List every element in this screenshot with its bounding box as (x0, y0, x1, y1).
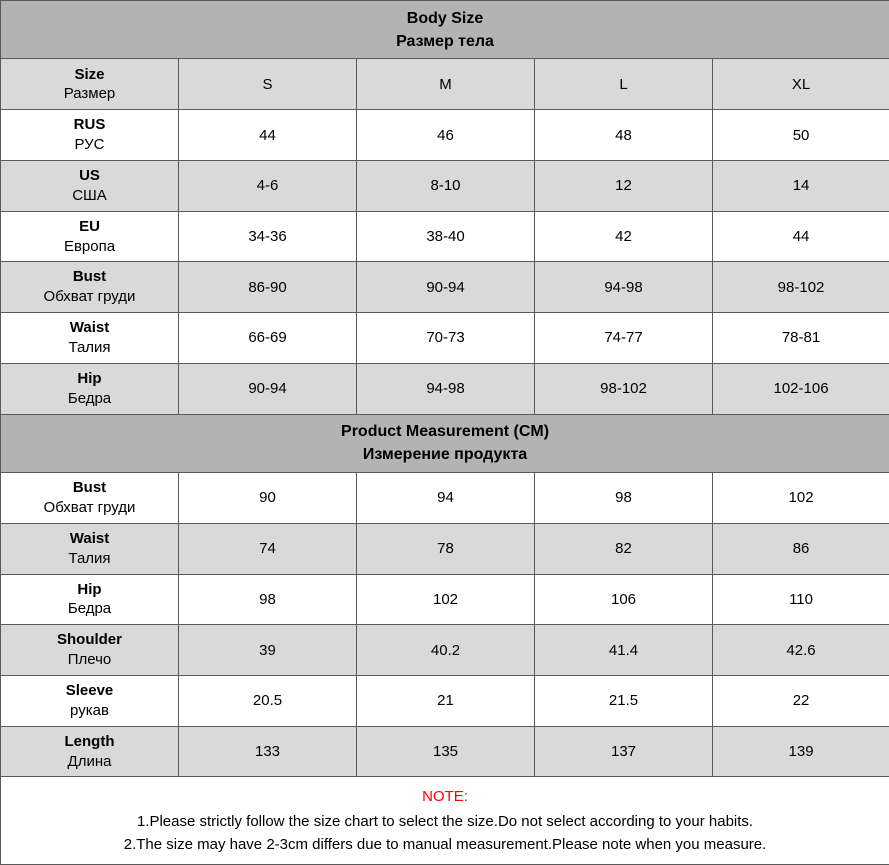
cell-hip-body-l: 98-102 (535, 363, 713, 414)
cell-sleeve-xl: 22 (713, 675, 889, 726)
body-size-header-label-en: Size (74, 65, 105, 83)
body-size-header-col-xl: XL (713, 59, 889, 110)
cell-length-s: 133 (179, 726, 357, 777)
cell-bust-body-m: 90-94 (357, 262, 535, 313)
table-row (1, 110, 889, 161)
table-row (1, 160, 889, 211)
cell-length-xl: 139 (713, 726, 889, 777)
cell-us-s: 4-6 (179, 160, 357, 211)
cell-bust-product-m: 94 (357, 473, 535, 524)
row-label-hip-product-en: Hip (77, 580, 102, 598)
row-label-sleeve-en: Sleeve (65, 682, 114, 700)
row-label-bust-body-en: Bust (72, 268, 107, 286)
body-size-header-col-l: L (535, 59, 713, 110)
table-row (1, 313, 889, 364)
cell-shoulder-m: 40.2 (357, 625, 535, 676)
row-label-shoulder-en: Shoulder (56, 631, 122, 649)
row-label-bust-body (1, 262, 179, 313)
cell-hip-product-s: 98 (179, 574, 357, 625)
note-row (1, 777, 889, 865)
body-size-title-en: Body Size (406, 9, 484, 27)
row-label-eu-en: EU (79, 217, 100, 235)
cell-rus-xl: 50 (713, 110, 889, 161)
cell-bust-body-s: 86-90 (179, 262, 357, 313)
row-label-rus-en: RUS (73, 116, 106, 134)
body-size-header-label-ru: Размер (63, 85, 116, 103)
cell-shoulder-s: 39 (179, 625, 357, 676)
row-label-us (1, 160, 179, 211)
product-measurement-title-cell (1, 414, 889, 472)
row-label-bust-body-ru: Обхват груди (43, 288, 136, 306)
product-measurement-title-row (1, 414, 889, 472)
body-size-title-ru: Размер тела (396, 32, 494, 50)
cell-waist-product-l: 82 (535, 523, 713, 574)
row-label-waist-product (1, 523, 179, 574)
row-label-length (1, 726, 179, 777)
row-label-hip-body-en: Hip (77, 369, 102, 387)
cell-hip-body-s: 90-94 (179, 363, 357, 414)
row-label-waist-product-en: Waist (69, 529, 110, 547)
cell-sleeve-m: 21 (357, 675, 535, 726)
body-size-header-label (1, 59, 179, 110)
row-label-us-en: US (79, 166, 100, 184)
row-label-shoulder (1, 625, 179, 676)
row-label-length-ru: Длина (67, 752, 112, 770)
row-label-sleeve (1, 675, 179, 726)
table-row (1, 523, 889, 574)
row-label-hip-body (1, 363, 179, 414)
cell-rus-s: 44 (179, 110, 357, 161)
row-label-bust-product-en: Bust (72, 479, 107, 497)
cell-bust-body-l: 94-98 (535, 262, 713, 313)
cell-shoulder-xl: 42.6 (713, 625, 889, 676)
note-line-2: 2.The size may have 2-3cm differs due to manual measurement.Please note when you measure. (123, 836, 767, 854)
row-label-waist-product-ru: Талия (68, 549, 111, 567)
cell-bust-product-s: 90 (179, 473, 357, 524)
row-label-hip-product-ru: Бедра (67, 600, 112, 618)
cell-waist-body-m: 70-73 (357, 313, 535, 364)
row-label-waist-body-en: Waist (69, 319, 110, 337)
cell-eu-m: 38-40 (357, 211, 535, 262)
cell-sleeve-s: 20.5 (179, 675, 357, 726)
row-label-eu-ru: Европа (63, 237, 116, 255)
cell-waist-product-s: 74 (179, 523, 357, 574)
cell-length-l: 137 (535, 726, 713, 777)
cell-eu-s: 34-36 (179, 211, 357, 262)
row-label-waist-body-ru: Талия (68, 338, 111, 356)
cell-rus-m: 46 (357, 110, 535, 161)
cell-eu-l: 42 (535, 211, 713, 262)
body-size-header-row (1, 59, 889, 110)
body-size-title-row (1, 1, 889, 59)
row-label-bust-product (1, 473, 179, 524)
cell-length-m: 135 (357, 726, 535, 777)
row-label-shoulder-ru: Плечо (67, 651, 112, 669)
cell-bust-body-xl: 98-102 (713, 262, 889, 313)
note-title: NOTE: (422, 787, 468, 805)
cell-bust-product-l: 98 (535, 473, 713, 524)
row-label-us-ru: США (72, 186, 107, 204)
body-size-title-cell (1, 1, 889, 59)
row-label-eu (1, 211, 179, 262)
cell-eu-xl: 44 (713, 211, 889, 262)
cell-bust-product-xl: 102 (713, 473, 889, 524)
cell-us-m: 8-10 (357, 160, 535, 211)
row-label-rus (1, 110, 179, 161)
cell-sleeve-l: 21.5 (535, 675, 713, 726)
cell-hip-product-m: 102 (357, 574, 535, 625)
cell-waist-product-xl: 86 (713, 523, 889, 574)
row-label-sleeve-ru: рукав (70, 701, 109, 719)
row-label-waist-body (1, 313, 179, 364)
row-label-hip-product (1, 574, 179, 625)
body-size-header-col-m: M (357, 59, 535, 110)
cell-hip-body-m: 94-98 (357, 363, 535, 414)
cell-shoulder-l: 41.4 (535, 625, 713, 676)
table-row (1, 262, 889, 313)
note-cell (1, 777, 889, 865)
cell-hip-product-l: 106 (535, 574, 713, 625)
row-label-bust-product-ru: Обхват груди (43, 498, 136, 516)
cell-waist-product-m: 78 (357, 523, 535, 574)
cell-hip-body-xl: 102-106 (713, 363, 889, 414)
table-row (1, 625, 889, 676)
cell-waist-body-xl: 78-81 (713, 313, 889, 364)
product-measurement-title-ru: Измерение продукта (362, 446, 528, 464)
row-label-hip-body-ru: Бедра (67, 389, 112, 407)
table-row (1, 211, 889, 262)
cell-us-l: 12 (535, 160, 713, 211)
row-label-rus-ru: РУС (74, 136, 105, 154)
table-row (1, 675, 889, 726)
table-row (1, 473, 889, 524)
row-label-length-en: Length (64, 732, 115, 750)
table-row (1, 363, 889, 414)
cell-hip-product-xl: 110 (713, 574, 889, 625)
cell-us-xl: 14 (713, 160, 889, 211)
note-line-1: 1.Please strictly follow the size chart to select the size.Do not select according to your habits. (136, 813, 754, 831)
body-size-header-col-s: S (179, 59, 357, 110)
table-row (1, 726, 889, 777)
table-row (1, 574, 889, 625)
product-measurement-title-en: Product Measurement (CM) (341, 423, 550, 441)
cell-waist-body-l: 74-77 (535, 313, 713, 364)
cell-rus-l: 48 (535, 110, 713, 161)
cell-waist-body-s: 66-69 (179, 313, 357, 364)
